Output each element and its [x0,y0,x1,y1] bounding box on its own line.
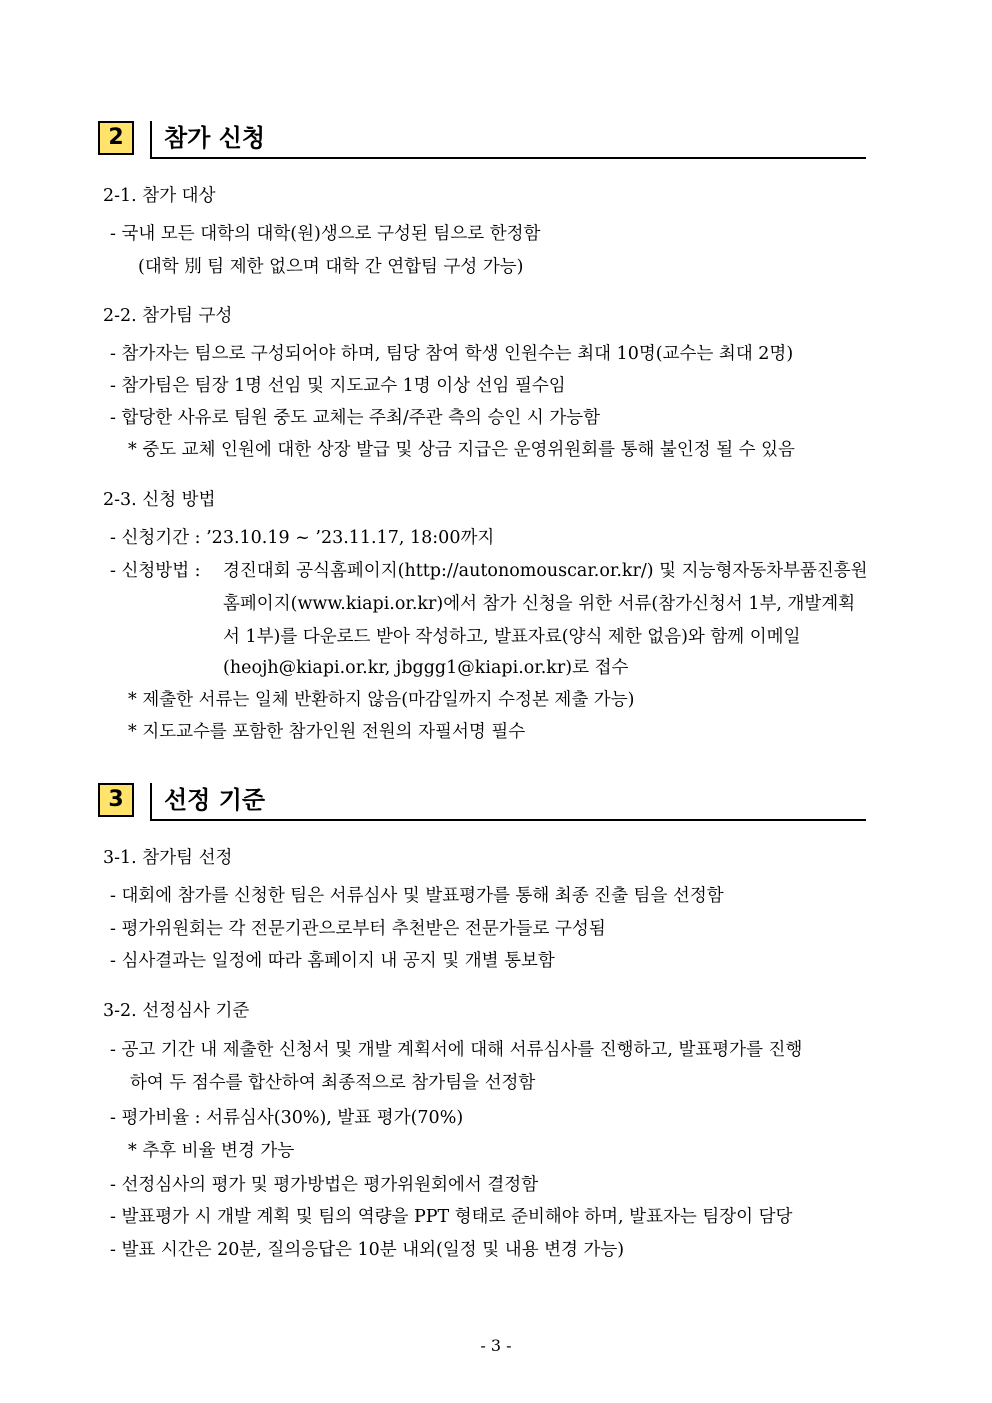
section-divider [150,121,152,157]
subheading: 3-1. 참가팀 선정 [103,848,233,868]
list-item-cont: 서 1부)를 다운로드 받아 작성하고, 발표자료(양식 제한 없음)와 함께 이메일 [223,627,801,647]
list-item-cont: 하여 두 점수를 합산하여 최종적으로 참가팀을 선정함 [130,1073,536,1093]
list-item: - 합당한 사유로 팀원 중도 교체는 주최/주관 측의 승인 시 가능함 [110,408,601,428]
section-number-badge: 2 [98,121,134,155]
list-item-note: * 지도교수를 포함한 참가인원 전원의 자필서명 필수 [128,722,526,742]
section-underline [150,819,866,821]
list-item-cont: (heojh@kiapi.or.kr, jbggg1@kiapi.or.kr)로 접수 [223,658,629,678]
list-item: - 참가팀은 팀장 1명 선임 및 지도교수 1명 이상 선임 필수임 [110,376,566,396]
list-item: - 심사결과는 일정에 따라 홈페이지 내 공지 및 개별 통보함 [110,951,555,971]
list-item-note: (대학 別 팀 제한 없으며 대학 간 연합팀 구성 가능) [138,257,524,277]
section-title: 선정 기준 [164,786,266,814]
subheading: 2-1. 참가 대상 [103,186,216,206]
list-item: - 대회에 참가를 신청한 팀은 서류심사 및 발표평가를 통해 최종 진출 팀을 선정함 [110,886,724,906]
list-item-note: * 제출한 서류는 일체 반환하지 않음(마감일까지 수정본 제출 가능) [128,690,635,710]
list-item: - 참가자는 팀으로 구성되어야 하며, 팀당 참여 학생 인원수는 최대 10명(교수는 최대 2명) [110,344,794,364]
list-item-note: * 추후 비율 변경 가능 [128,1141,295,1161]
list-item: - 국내 모든 대학의 대학(원)생으로 구성된 팀으로 한정함 [110,224,541,244]
list-item: - 발표평가 시 개발 계획 및 팀의 역량을 PPT 형태로 준비해야 하며, 발표자는 팀장이 담당 [110,1207,793,1227]
subheading: 2-3. 신청 방법 [103,490,216,510]
subheading: 3-2. 선정심사 기준 [103,1001,250,1021]
list-item-label: - 신청방법 : [110,561,201,581]
list-item: 경진대회 공식홈페이지(http://autonomouscar.or.kr/) 및 지능형자동차부품진흥원 [223,561,868,581]
section-divider [150,783,152,819]
section-title: 참가 신청 [164,124,266,152]
list-item: - 발표 시간은 20분, 질의응답은 10분 내외(일정 및 내용 변경 가능) [110,1240,625,1260]
section-number-badge: 3 [98,783,134,817]
list-item: - 선정심사의 평가 및 평가방법은 평가위원회에서 결정함 [110,1175,539,1195]
list-item-cont: 홈페이지(www.kiapi.or.kr)에서 참가 신청을 위한 서류(참가신청서 1부, 개발계획 [223,594,856,614]
section-underline [150,157,866,159]
subheading: 2-2. 참가팀 구성 [103,306,233,326]
section-header-3 [98,783,866,823]
list-item-note: * 중도 교체 인원에 대한 상장 발급 및 상금 지급은 운영위원회를 통해 불인정 될 수 있음 [128,440,795,460]
page-number: - 3 - [480,1336,512,1355]
list-item: - 평가위원회는 각 전문기관으로부터 추천받은 전문가들로 구성됨 [110,919,606,939]
list-item: - 평가비율 : 서류심사(30%), 발표 평가(70%) [110,1108,464,1128]
list-item: - 신청기간 : ’23.10.19 ~ ’23.11.17, 18:00까지 [110,528,495,548]
section-header-2 [98,121,866,161]
list-item: - 공고 기간 내 제출한 신청서 및 개발 계획서에 대해 서류심사를 진행하고, 발표평가를 진행 [110,1040,803,1060]
